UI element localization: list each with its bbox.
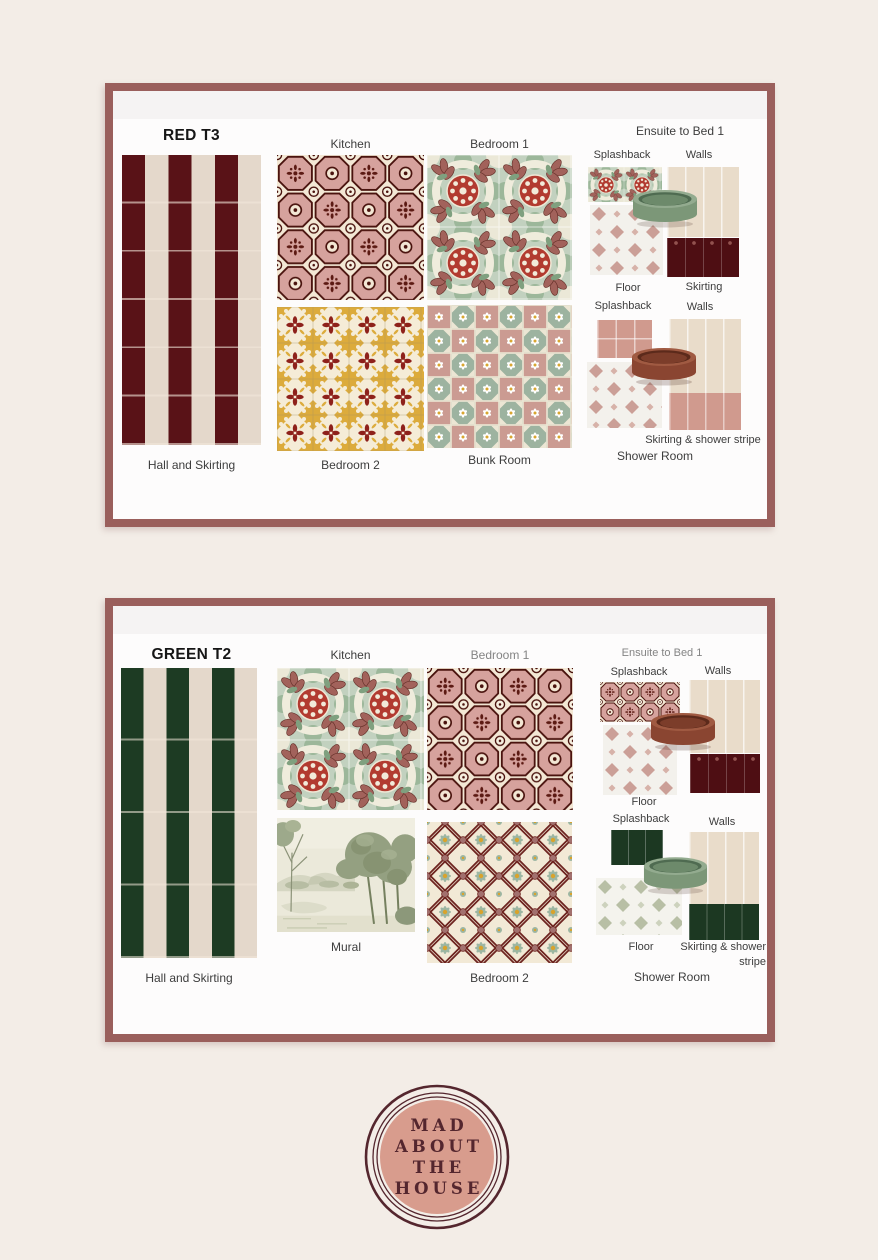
kitchen-label: Kitchen: [330, 137, 371, 151]
bedroom2-label: Bedroom 2: [470, 971, 529, 985]
hall-skirting-swatch: [121, 668, 257, 958]
bedroom1-tile-swatch: [427, 155, 572, 300]
basin-green: [641, 853, 710, 895]
ensuite-walls-label: Walls: [685, 149, 713, 161]
bedroom1-tile-swatch: [427, 668, 573, 810]
shower-walls-label: Walls: [686, 301, 714, 313]
bedroom2-tile-swatch: [277, 307, 424, 451]
ensuite-skirting-label: Skirting: [685, 281, 723, 293]
shower-splashback-label: Splashback: [594, 300, 652, 312]
hall-label: Hall and Skirting: [145, 971, 233, 985]
logo-wordmark: [362, 1082, 512, 1232]
ensuite-splashback-label: Splashback: [610, 666, 668, 678]
bunk-room-tile-swatch: [427, 305, 572, 448]
mural-image: [277, 818, 415, 932]
shower-room-label: Shower Room: [616, 449, 694, 463]
logo-line-2: ABOUT: [394, 1137, 484, 1156]
bedroom1-label: Bedroom 1: [470, 648, 530, 662]
shower-wall-stripe: [669, 393, 741, 430]
hall-label: Hall and Skirting: [147, 458, 236, 472]
ensuite-splashback-label: Splashback: [593, 149, 651, 161]
board-green-t2: [105, 598, 775, 1042]
board-title: GREEN T2: [151, 646, 232, 663]
kitchen-label: Kitchen: [330, 648, 371, 662]
shower-room-label: Shower Room: [633, 970, 711, 984]
skirting-shower-stripe-label: Skirting & shower stripe: [645, 434, 761, 446]
logo-line-4: HOUSE: [394, 1179, 484, 1198]
logo-line-1: MAD: [410, 1116, 468, 1135]
ensuite-skirting-swatch: [690, 754, 760, 793]
hall-skirting-swatch: [122, 155, 261, 445]
shower-walls-label: Walls: [708, 816, 736, 828]
ensuite-walls-label: Walls: [704, 665, 732, 677]
basin-terracotta: [629, 344, 699, 386]
basin-green: [630, 186, 700, 228]
shower-floor-label: Floor: [628, 941, 654, 953]
bedroom1-label: Bedroom 1: [470, 137, 529, 151]
kitchen-tile-swatch: [277, 155, 424, 300]
ensuite-title: Ensuite to Bed 1: [621, 647, 703, 659]
shower-wall-stripe: [689, 904, 759, 940]
mural-label: Mural: [330, 940, 361, 954]
shower-splashback-label: Splashback: [612, 813, 670, 825]
kitchen-tile-swatch: [277, 668, 424, 810]
ensuite-skirting-swatch: [667, 238, 739, 277]
ensuite-floor-label: Floor: [615, 282, 641, 294]
bedroom2-tile-swatch: [427, 822, 572, 963]
ensuite-title: Ensuite to Bed 1: [635, 124, 725, 138]
board-red-t3: [105, 83, 775, 527]
bunk-room-label: Bunk Room: [468, 453, 531, 467]
logo-badge: [362, 1082, 512, 1232]
basin-terracotta: [648, 709, 718, 751]
bedroom2-label: Bedroom 2: [321, 458, 380, 472]
board-title: RED T3: [163, 127, 220, 144]
skirting-shower-line1: Skirting & shower: [680, 941, 766, 953]
skirting-shower-line2: stripe: [739, 956, 766, 968]
ensuite-floor-label: Floor: [631, 796, 657, 808]
skirting-shower-stripe-label: [646, 940, 766, 970]
logo-line-3: THE: [412, 1158, 466, 1177]
